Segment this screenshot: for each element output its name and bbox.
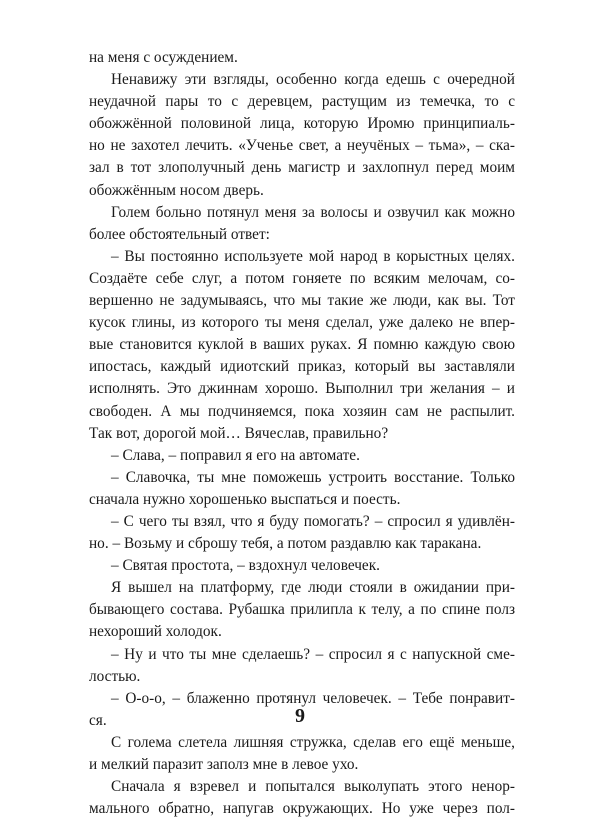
text-line: нехороший холодок. <box>89 623 222 641</box>
text-line: – С чего ты взял, что я буду помогать? – спросил я удивлён- <box>111 512 515 530</box>
text-line: С голема слетела лишняя стружка, сделав его ещё меньше, <box>111 733 515 751</box>
text-line: лостью. <box>89 667 141 685</box>
text-line: – Святая простота, – вздохнул человечек. <box>111 557 380 575</box>
text-line: – О-о-о, – блаженно протянул человечек. – Тебе понравит- <box>111 689 515 707</box>
text-line: но не захотел лечить. «Ученье свет, а неучёных – тьма», – ска- <box>89 137 515 155</box>
text-line: Я вышел на платформу, где люди стояли в ожидании при- <box>111 579 515 597</box>
text-line: кусок глины, из которого ты меня сделал, уже далеко не впер- <box>89 314 515 332</box>
text-line: обожжённой половиной лица, которую Иромю принципиаль- <box>89 115 515 133</box>
text-line: свободен. А мы подчиняемся, пока хозяин сам не распылит. <box>89 402 515 420</box>
text-line: вершенно не задумываясь, что мы такие же люди, как вы. Тот <box>89 292 515 310</box>
text-line: и мелкий паразит заполз мне в левое ухо. <box>89 756 359 773</box>
text-line: Создаёте себе слуг, а потом гоняете по всяким мелочам, со- <box>89 269 515 287</box>
text-line: Сначала я взревел и попытался выколупать этого ненор- <box>111 778 515 796</box>
text-line: ся. <box>89 711 107 729</box>
text-line: – Вы постоянно используете мой народ в корыстных целях. <box>111 247 515 265</box>
text-line: Ненавижу эти взгляды, особенно когда едешь с очередной <box>111 71 515 89</box>
text-line: сначала нужно хорошенько выспаться и поесть. <box>89 490 401 508</box>
text-line: зал в тот злополучный день магистр и захлопнул перед моим <box>89 159 515 177</box>
text-line: вые становится куклой в ваших руках. Я помню каждую свою <box>89 336 515 354</box>
text-line: на меня с осуждением. <box>89 49 238 66</box>
text-line: более обстоятельный ответ: <box>89 225 270 243</box>
text-line: исполнять. Это джиннам хорошо. Выполнил три желания – и <box>89 380 515 398</box>
text-line: – Слава, – поправил я его на автомате. <box>111 446 360 464</box>
text-line: обожжённым носом дверь. <box>89 181 264 199</box>
text-line: – Славочка, ты мне поможешь устроить восстание. Только <box>111 468 515 486</box>
text-line: – Ну и что ты мне сделаешь? – спросил я с напускной сме- <box>111 645 515 663</box>
text-line: бывающего состава. Рубашка прилипла к телу, а по спине полз <box>89 601 515 619</box>
text-line: ипостась, каждый идиотский приказ, который вы заставляли <box>89 358 515 376</box>
text-line: мального обратно, напугав окружающих. Но уже через пол- <box>89 800 515 818</box>
text-line: Голем больно потянул меня за волосы и озвучил как можно <box>111 203 515 221</box>
text-line: неудачной пары то с деревцем, растущим из темечка, то с <box>89 93 515 111</box>
text-line: но. – Возьму и сброшу тебя, а потом раздавлю как таракана. <box>89 535 482 553</box>
text-line: Так вот, дорогой мой… Вячеслав, правильно? <box>89 424 389 442</box>
page-number: 9 <box>295 705 305 727</box>
